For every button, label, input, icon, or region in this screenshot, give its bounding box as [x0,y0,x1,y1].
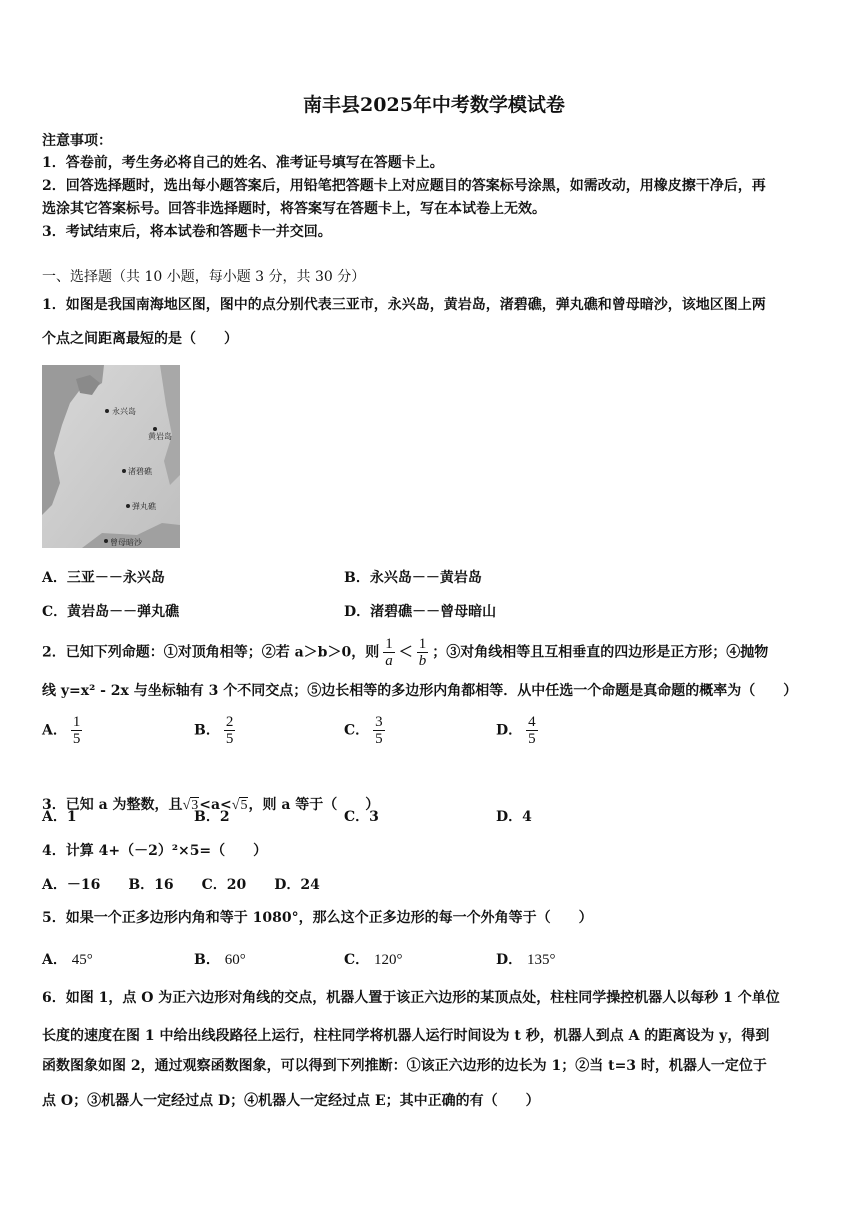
zengmu-dot [104,539,108,543]
question-3-part: 3．已知 a 为整数，且 [42,797,183,813]
denominator: 5 [375,731,383,747]
option-b[interactable]: B．永兴岛－－黄岩岛 [344,570,482,586]
notice-item: 2．回答选择题时，选出每小题答案后，用铅笔把答题卡上对应题目的答案标号涂黑，如需改动，用橡皮擦干净后，再 [42,178,766,194]
option-value: 45° [71,952,93,968]
option-d[interactable] [496,714,542,747]
option-label: A． [42,722,67,739]
question-5-text: 5．如果一个正多边形内角和等于 1080°，那么这个正多边形的每一个外角等于（ ） [42,910,593,926]
option-label: C． [344,722,370,739]
question-1-text: 个点之间距离最短的是（ ） [42,331,238,347]
question-1-text: 1．如图是我国南海地区图，图中的点分别代表三亚市，永兴岛，黄岩岛，渚碧礁，弹丸礁和曾母暗沙，该地区图上两 [42,297,766,313]
option-fraction [224,714,236,747]
option-a[interactable]: A．三亚－－永兴岛 [42,570,165,586]
option-label: B． [194,952,220,968]
question-2-line2: 线 y=x² - 2x 与坐标轴有 3 个不同交点；⑤边长相等的多边形内角都相等．从中任选一个命题是真命题的概率为（ ） [42,683,798,699]
question-4-options[interactable]: A．－16 B．16 C．20 D．24 [42,877,320,893]
numerator: 1 [72,714,81,730]
option-label: A． [42,952,67,968]
numerator: 3 [375,714,383,730]
option-label: C． [344,952,370,968]
option-value: 60° [224,952,246,968]
numerator: 1 [418,636,427,652]
less-than: ＜ [398,644,413,661]
option-a[interactable] [42,951,93,969]
question-6-text: 点 O；③机器人一定经过点 D；④机器人一定经过点 E；其中正确的有（ ） [42,1093,540,1109]
fraction-1-over-a [383,636,395,669]
question-2-text: ；③对角线相等且互相垂直的四边形是正方形；④抛物 [432,644,769,661]
option-d[interactable]: D．4 [496,809,532,825]
option-fraction [526,714,538,747]
question-3-part: ，则 a 等于（ ） [248,797,380,813]
sqrt-3: √3 [182,798,199,813]
map-label: 永兴岛 [112,407,136,416]
map-label: 渚碧礁 [128,467,152,476]
option-c[interactable] [344,951,403,969]
notice-item: 3．考试结束后，将本试卷和答题卡一并交回。 [42,224,332,240]
fraction-1-over-b [417,636,429,669]
map-label: 曾母暗沙 [110,538,142,547]
notice-item: 选涂其它答案标号。回答非选择题时，将答案写在答题卡上，写在本试卷上无效。 [42,201,546,217]
option-d[interactable] [496,951,556,969]
denominator [383,653,395,669]
question-2-line1 [42,636,768,669]
question-4-text: 4．计算 4+（－2）²×5=（ ） [42,843,268,859]
map-label: 弹丸礁 [132,502,156,511]
option-b[interactable] [194,951,246,969]
numerator: 2 [225,714,234,730]
notice-item: 1．答卷前，考生务必将自己的姓名、准考证号填写在答题卡上。 [42,155,444,171]
denominator: 5 [72,731,81,747]
option-label: B． [194,722,220,739]
option-label: D． [496,952,523,968]
sqrt-5: √5 [231,798,248,813]
inequality: <a< [199,797,232,813]
denominator-var: a [385,653,393,669]
option-c[interactable]: C．3 [344,809,379,825]
option-c[interactable]: C．黄岩岛－－弹丸礁 [42,604,180,620]
question-6-text: 函数图象如图 2，通过观察函数图象，可以得到下列推断：①该正六边形的边长为 1；②当 t=3 时，机器人一定位于 [42,1058,767,1074]
numerator: 4 [528,714,536,730]
map-label: 黄岩岛 [148,432,172,441]
denominator: 5 [225,731,234,747]
zhubi-dot [122,469,126,473]
page-title: 南丰县2025年中考数学模试卷 [303,94,565,116]
question-6-text: 6．如图 1，点 O 为正六边形对角线的交点，机器人置于该正六边形的某顶点处，柱柱同学操控机器人以每秒 1 个单位 [42,990,780,1006]
option-b[interactable] [194,714,239,747]
option-label: D． [496,722,523,739]
option-value: 120° [374,952,403,968]
question-2-text: 2．已知下列命题：①对顶角相等；②若 a＞b＞0，则 [42,644,380,661]
denominator [417,653,429,669]
option-b[interactable]: B．2 [194,809,230,825]
option-d[interactable]: D．渚碧礁－－曾母暗山 [344,604,497,620]
danwan-dot [126,504,130,508]
option-a[interactable]: A．1 [42,809,77,825]
huangyan-dot [153,427,157,431]
yongxing-dot [105,409,109,413]
notice-heading: 注意事项： [42,133,112,149]
option-a[interactable] [42,714,86,747]
section-heading: 一、选择题（共 10 小题，每小题 3 分，共 30 分） [42,269,366,285]
option-c[interactable] [344,714,389,747]
numerator: 1 [385,636,393,652]
denominator: 5 [528,731,536,747]
denominator-var: b [418,653,427,669]
south-china-sea-map [42,365,180,548]
option-fraction [71,714,83,747]
question-6-text: 长度的速度在图 1 中给出线段路径上运行，柱柱同学将机器人运行时间设为 t 秒，机器人到点 A 的距离设为 y，得到 [42,1028,770,1044]
radicand: 3 [191,798,199,813]
radicand: 5 [240,798,248,813]
option-fraction [373,714,385,747]
option-value: 135° [527,952,556,968]
